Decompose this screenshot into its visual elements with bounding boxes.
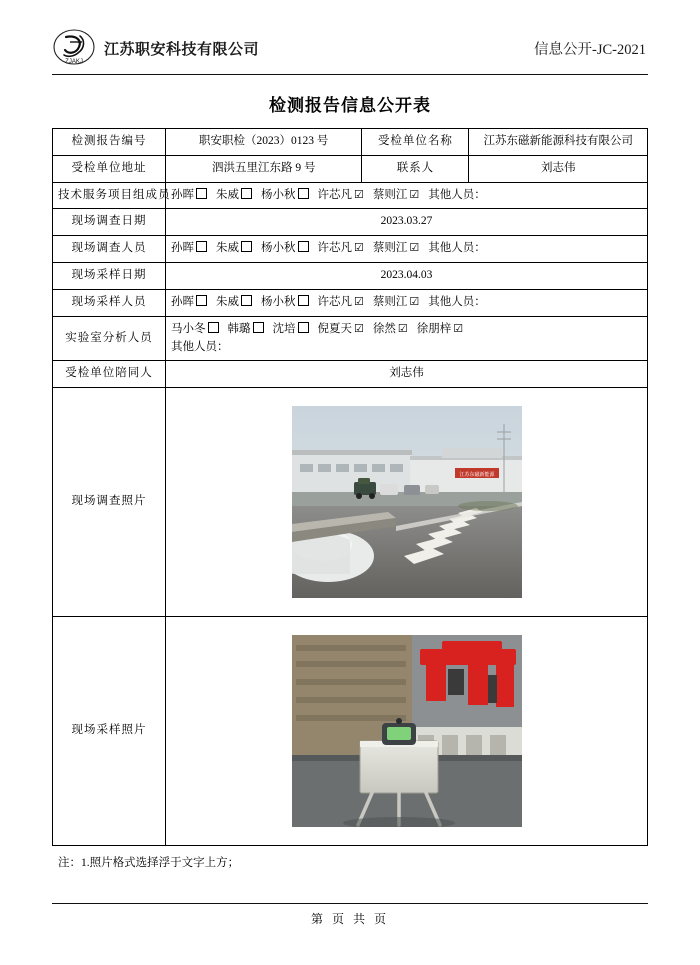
staff-entry: 朱威 bbox=[216, 240, 252, 258]
address-value: 泗洪五里江东路 9 号 bbox=[166, 155, 362, 182]
page-number: 第 页 共 页 bbox=[310, 912, 389, 926]
survey-members-cell bbox=[166, 236, 648, 263]
empty-box-icon bbox=[196, 241, 207, 252]
escort-label: 受检单位陪同人 bbox=[53, 361, 166, 388]
sampling-date-value: 2023.04.03 bbox=[166, 263, 648, 290]
contact-label: 联系人 bbox=[362, 155, 469, 182]
survey-photo-cell bbox=[166, 388, 648, 617]
survey-staff-label: 现场调查人员 bbox=[53, 236, 166, 263]
staff-entry: 孙晖 bbox=[171, 187, 207, 205]
empty-box-icon bbox=[208, 322, 219, 333]
empty-box-icon bbox=[298, 295, 309, 306]
company-logo-icon bbox=[52, 28, 96, 68]
page-title: 检测报告信息公开表 bbox=[269, 96, 431, 115]
checked-box-icon: ☑ bbox=[354, 188, 364, 201]
sampling-members-cell bbox=[166, 289, 648, 316]
others-label: 其他人员： bbox=[428, 295, 486, 308]
company-brand bbox=[52, 28, 259, 68]
checked-box-icon: ☑ bbox=[354, 242, 364, 255]
checked-box-icon: ☑ bbox=[354, 322, 364, 335]
staff-entry: 蔡则江 ☑ bbox=[372, 188, 420, 201]
svg-text:江苏东磁新能源: 江苏东磁新能源 bbox=[459, 472, 495, 479]
address-label: 受检单位地址 bbox=[53, 155, 166, 182]
staff-entry: 孙晖 bbox=[171, 294, 207, 312]
staff-entry: 许芯凡 ☑ bbox=[317, 242, 364, 255]
company-name: 江苏职安科技有限公司 bbox=[104, 41, 260, 58]
table-row bbox=[53, 388, 648, 617]
others-label: 其他人员： bbox=[428, 242, 486, 255]
table-row bbox=[53, 209, 648, 236]
svg-text:ZJAKJ: ZJAKJ bbox=[65, 59, 83, 65]
lab-staff-label: 实验室分析人员 bbox=[53, 316, 166, 361]
sampling-photo-label: 现场采样照片 bbox=[53, 617, 166, 846]
staff-entry: 朱威 bbox=[216, 187, 252, 205]
table-note: 注：1.照片格式选择浮于文字上方； bbox=[58, 857, 240, 870]
table-row bbox=[53, 129, 648, 156]
checked-box-icon: ☑ bbox=[354, 295, 364, 308]
survey-photo bbox=[292, 406, 522, 598]
table-row bbox=[53, 361, 648, 388]
table-row bbox=[53, 617, 648, 846]
footer-divider bbox=[52, 903, 648, 904]
lab-members-cell bbox=[166, 316, 648, 361]
team-members-cell bbox=[166, 182, 648, 209]
report-no-label: 检测报告编号 bbox=[53, 129, 166, 156]
staff-entry: 朱威 bbox=[216, 294, 252, 312]
staff-entry: 韩璐 bbox=[228, 321, 264, 339]
staff-entry: 徐朋梓 ☑ bbox=[416, 322, 464, 335]
checked-box-icon: ☑ bbox=[409, 188, 420, 201]
table-row bbox=[53, 236, 648, 263]
staff-entry: 蔡则江 ☑ bbox=[372, 242, 420, 255]
empty-box-icon bbox=[298, 188, 309, 199]
page-header bbox=[52, 24, 648, 75]
survey-date-label: 现场调查日期 bbox=[53, 209, 166, 236]
staff-entry: 杨小秋 bbox=[261, 294, 309, 312]
empty-box-icon bbox=[196, 295, 207, 306]
staff-entry: 孙晖 bbox=[171, 240, 207, 258]
staff-entry: 许芯凡 ☑ bbox=[317, 295, 364, 308]
staff-entry: 马小冬 bbox=[171, 321, 219, 339]
team-label: 技术服务项目组成员 bbox=[53, 182, 166, 209]
checked-box-icon: ☑ bbox=[409, 295, 420, 308]
staff-entry: 蔡则江 ☑ bbox=[372, 295, 420, 308]
empty-box-icon bbox=[298, 322, 309, 333]
survey-photo-label: 现场调查照片 bbox=[53, 388, 166, 617]
empty-box-icon bbox=[253, 322, 264, 333]
sampling-staff-label: 现场采样人员 bbox=[53, 289, 166, 316]
empty-box-icon bbox=[241, 188, 252, 199]
survey-date-value: 2023.03.27 bbox=[166, 209, 648, 236]
client-value: 江苏东磁新能源科技有限公司 bbox=[469, 129, 648, 156]
document-code: 信息公开-JC-2021 bbox=[534, 41, 646, 58]
staff-entry: 徐然 ☑ bbox=[372, 322, 408, 335]
table-row bbox=[53, 263, 648, 290]
checked-box-icon: ☑ bbox=[409, 242, 420, 255]
empty-box-icon bbox=[241, 241, 252, 252]
empty-box-icon bbox=[196, 188, 207, 199]
sampling-date-label: 现场采样日期 bbox=[53, 263, 166, 290]
sampling-photo bbox=[292, 635, 522, 827]
sampling-photo-cell bbox=[166, 617, 648, 846]
checked-box-icon: ☑ bbox=[453, 322, 464, 335]
table-row bbox=[53, 289, 648, 316]
table-row bbox=[53, 182, 648, 209]
page-footer bbox=[52, 903, 648, 927]
contact-value: 刘志伟 bbox=[469, 155, 648, 182]
empty-box-icon bbox=[298, 241, 309, 252]
staff-entry: 杨小秋 bbox=[261, 187, 309, 205]
client-label: 受检单位名称 bbox=[362, 129, 469, 156]
staff-entry: 倪夏天 ☑ bbox=[317, 322, 364, 335]
staff-entry: 沈培 bbox=[273, 321, 309, 339]
staff-entry: 杨小秋 bbox=[261, 240, 309, 258]
others-label: 其他人员： bbox=[171, 340, 229, 353]
report-no-value: 职安职检（2023）0123 号 bbox=[166, 129, 362, 156]
table-row bbox=[53, 316, 648, 361]
staff-entry: 许芯凡 ☑ bbox=[317, 188, 364, 201]
others-label: 其他人员： bbox=[428, 188, 486, 201]
escort-value: 刘志伟 bbox=[166, 361, 648, 388]
empty-box-icon bbox=[241, 295, 252, 306]
report-info-table bbox=[52, 128, 648, 846]
checked-box-icon: ☑ bbox=[397, 322, 408, 335]
table-row bbox=[53, 155, 648, 182]
